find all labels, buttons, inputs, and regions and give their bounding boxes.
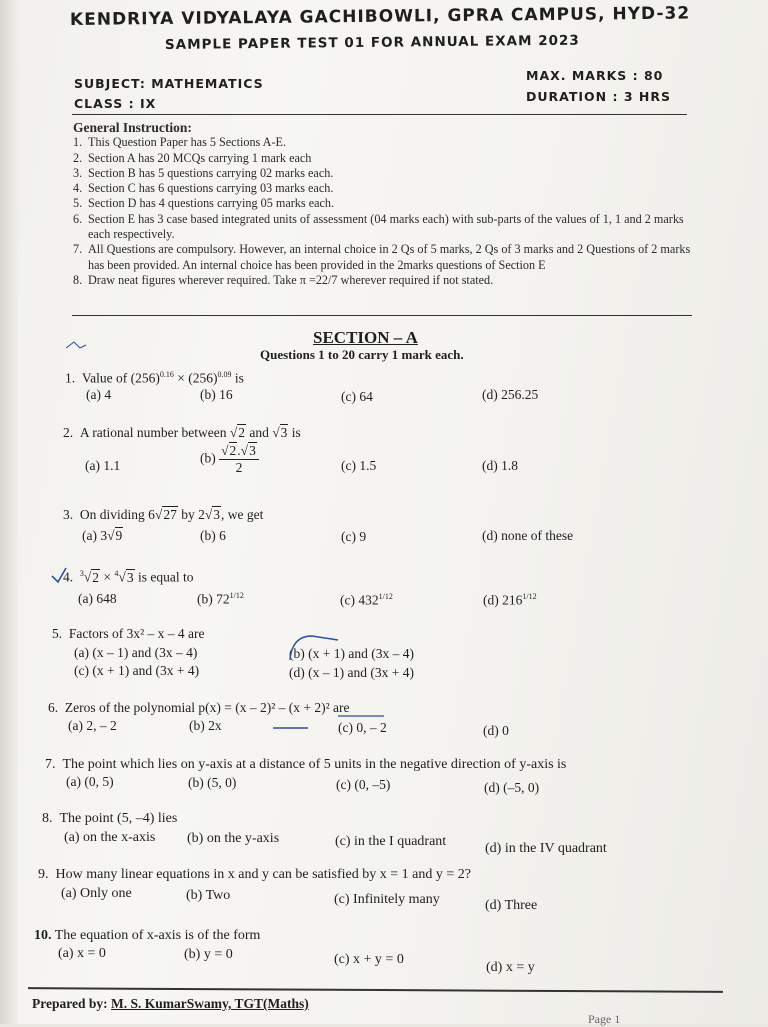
question-1: 1. Value of $(256)^{0.16} \times (256)^{0.09}$ is [65, 370, 244, 386]
question-7: 7. The point which lies on y-axis at a distance of 5 units in the negative direction of y-axis is [45, 757, 567, 772]
question-number: 2. [63, 425, 74, 440]
question-5: 5. Factors of 3x² – x – 4 are [52, 626, 205, 641]
section-title: SECTION – A [313, 328, 418, 347]
option-d: (d) Three [485, 898, 538, 913]
instruction-item: 1. This Question Paper has 5 Sections A-E. [73, 135, 287, 150]
prepared-by: Prepared by: M. S. KumarSwamy, TGT(Maths) [32, 996, 309, 1011]
option-c: (c) $432^{1/12}$ [340, 592, 393, 608]
option-b: (b) $72^{1/12}$ [197, 591, 244, 607]
max-marks-label: MAX. MARKS : 80 [526, 68, 664, 83]
option-c: (c) Infinitely many [334, 892, 440, 907]
option-d: (d) 1.8 [482, 458, 518, 473]
author-name: M. S. KumarSwamy, TGT(Maths) [111, 996, 309, 1011]
instruction-item: 5. Section D has 4 questions carrying 05 marks each. [73, 196, 335, 211]
paper-subtitle: SAMPLE PAPER TEST 01 FOR ANNUAL EXAM 2023 [164, 32, 580, 53]
question-number: 6. [48, 700, 59, 715]
option-b: (b) on the y-axis [187, 831, 280, 846]
school-name: KENDRIYA VIDYALAYA GACHIBOWLI, GPRA CAMPUS, HYD-32 [69, 3, 691, 30]
option-d: (d) none of these [482, 528, 574, 543]
option-c: (c) 0, – 2 [338, 720, 387, 735]
option-a: (a) (x – 1) and (3x – 4) [74, 645, 198, 660]
pen-tick-mark [52, 568, 66, 582]
option-d: (d) 256.25 [482, 387, 539, 402]
option-a: (a) 648 [78, 591, 117, 606]
question-number: 10. [34, 928, 52, 943]
option-b: (b) y = 0 [184, 947, 233, 962]
instruction-item: 2. Section A has 20 MCQs carrying 1 mark each [73, 150, 312, 165]
option-b: (b) 6 [200, 528, 226, 543]
question-number: 3. [63, 507, 74, 522]
instruction-item: 8. Draw neat figures wherever required. Take π =22/7 wherever required if not stated. [73, 272, 494, 287]
question-8: 8. The point (5, –4) lies [42, 811, 178, 826]
question-number: 1. [65, 370, 76, 386]
option-a: (a) 1.1 [85, 458, 121, 473]
instruction-item: 4. Section C has 6 questions carrying 03 marks each. [73, 181, 334, 196]
option-c: (c) x + y = 0 [334, 952, 404, 967]
option-b: (b) 2x [189, 718, 222, 733]
option-d: (d) (x – 1) and (3x + 4) [289, 665, 414, 680]
option-c: (c) in the I quadrant [335, 834, 447, 849]
option-b: (b) 16 [200, 387, 233, 402]
option-d: (d) x = y [486, 960, 535, 975]
question-number: 4. [63, 569, 74, 585]
option-c: (c) 64 [341, 389, 373, 404]
option-a: (a) (0, 5) [66, 774, 114, 789]
option-d: (d) 0 [483, 723, 509, 738]
option-c: (c) 9 [341, 529, 367, 544]
option-d: (d) (–5, 0) [484, 780, 540, 795]
option-c: (c) (x + 1) and (3x + 4) [74, 663, 200, 678]
option-b: (b) Two [186, 888, 231, 903]
option-a: (a) 2, – 2 [68, 718, 117, 733]
option-a: (a) 3√9 [82, 528, 123, 543]
class-label: CLASS : IX [74, 96, 157, 111]
option-d: (d) in the IV quadrant [485, 841, 607, 856]
page-number: Page 1 [588, 1012, 621, 1026]
option-b: (b) (x + 1) and (3x – 4) [289, 646, 414, 661]
question-number: 8. [42, 811, 53, 826]
question-6: 6. Zeros of the polynomial p(x) = (x – 2)² – (x + 2)² are [48, 700, 350, 715]
question-3: 3. On dividing 6√27 by 2√3, we get [63, 507, 264, 522]
pen-scribble [66, 342, 86, 348]
option-d: (d) $216^{1/12}$ [483, 592, 537, 608]
duration-label: DURATION : 3 HRS [526, 89, 671, 104]
option-b: (b) (5, 0) [188, 775, 237, 790]
option-a: (a) x = 0 [58, 946, 106, 961]
instruction-item: 6. Section E has 3 case based integrated units of assessment (04 marks each) with sub-parts of the values of 1, 1 and 2 marks each respectively. [73, 211, 684, 242]
instruction-item: 3. Section B has 5 questions carrying 02 marks each. [73, 165, 334, 180]
pen-circle-mark [290, 636, 338, 660]
instruction-item: 7. All Questions are compulsory. However, an internal choice in 2 Qs of 5 marks, 2 Qs of 3 marks and 2 Questions of 2 marks has been provided. An internal choice has been provided in the 2marks questions of Section E [73, 242, 691, 272]
question-4: 4. $^3$√2 × $^4$√3 is equal to [63, 569, 194, 585]
question-number: 9. [38, 867, 49, 882]
question-10: 10. The equation of x-axis is of the form [34, 928, 261, 943]
subject-label: SUBJECT: MATHEMATICS [74, 76, 264, 91]
option-b: (b) $\frac{√2.√3}{2}$ [200, 443, 259, 476]
question-number: 7. [45, 757, 56, 772]
question-number: 5. [52, 626, 63, 641]
question-2: 2. A rational number between √2 and √3 is [63, 425, 301, 440]
option-a: (a) 4 [86, 387, 112, 402]
option-c: (c) 1.5 [341, 458, 377, 473]
question-9: 9. How many linear equations in x and y can be satisfied by x = 1 and y = 2? [38, 867, 471, 882]
option-a: (a) Only one [61, 886, 132, 901]
option-c: (c) (0, –5) [336, 777, 391, 792]
section-subtitle: Questions 1 to 20 carry 1 mark each. [260, 347, 464, 362]
option-a: (a) on the x-axis [64, 830, 156, 845]
instructions-title: General Instruction: [73, 120, 192, 135]
